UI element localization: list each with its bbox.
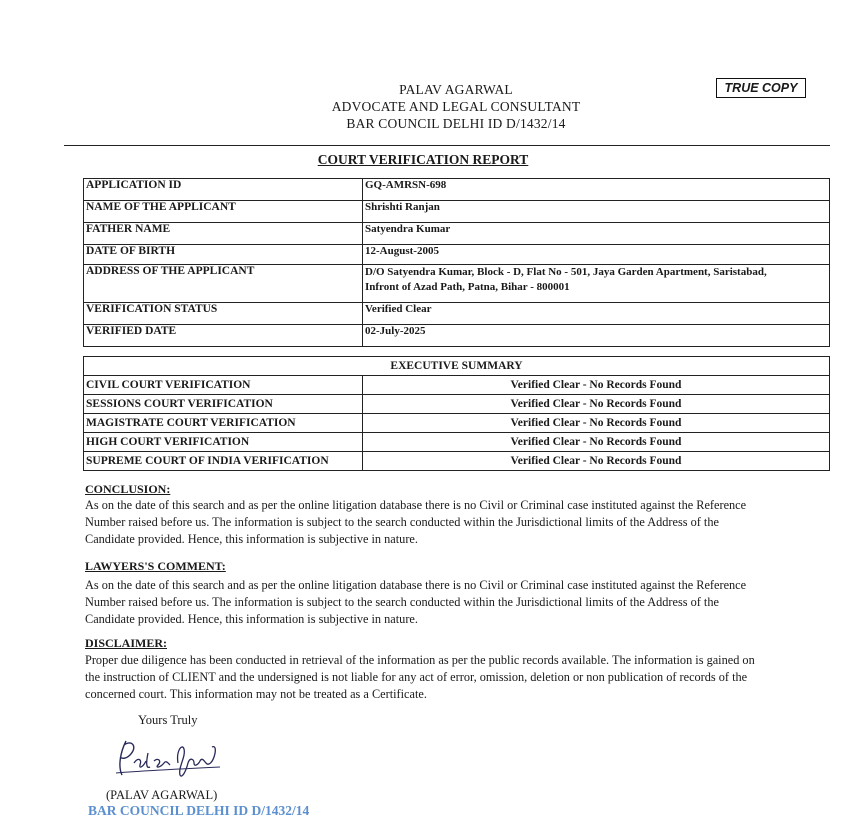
high-court-label: HIGH COURT VERIFICATION	[84, 433, 363, 452]
application-id-value: GQ-AMRSN-698	[363, 179, 830, 201]
text-line: concerned court. This information may not be treated as a Certificate.	[85, 687, 427, 701]
conclusion-heading: CONCLUSION:	[85, 482, 171, 496]
applicant-name-value: Shrishti Ranjan	[363, 201, 830, 223]
applicant-name-label: NAME OF THE APPLICANT	[84, 201, 363, 223]
disclaimer-heading: DISCLAIMER:	[85, 636, 168, 650]
advocate-bar-id: BAR COUNCIL DELHI ID D/1432/14	[346, 116, 566, 131]
applicant-details-table	[83, 178, 830, 347]
text-line: Number raised before us. The information is subject to the search conducted within the Jurisdictional limits of the Address of the	[85, 515, 719, 529]
dob-value: 12-August-2005	[363, 245, 830, 265]
sessions-court-label: SESSIONS COURT VERIFICATION	[84, 395, 363, 414]
table-row	[84, 395, 830, 414]
executive-summary-table	[83, 356, 830, 471]
table-row	[84, 376, 830, 395]
text-line: the instruction of CLIENT and the undersigned is not liable for any act of error, omission, deletion or non publication of records of the	[85, 670, 748, 684]
text-line: Proper due diligence has been conducted in retrieval of the information as per the public records available. The information is gained on	[85, 653, 755, 667]
magistrate-court-label: MAGISTRATE COURT VERIFICATION	[84, 414, 363, 433]
verification-status-label: VERIFICATION STATUS	[84, 303, 363, 325]
address-line: D/O Satyendra Kumar, Block - D, Flat No - 501, Jaya Garden Apartment, Saristabad,	[365, 266, 767, 278]
address-value	[363, 265, 830, 303]
text-line: Candidate provided. Hence, this information is subjective in nature.	[85, 532, 418, 546]
text-line: As on the date of this search and as per the online litigation database there is no Civil or Criminal case instituted against the Reference	[85, 498, 747, 512]
lawyers-comment-heading: LAWYERS'S COMMENT:	[85, 559, 226, 573]
text-line: Candidate provided. Hence, this information is subjective in nature.	[85, 612, 418, 626]
supreme-court-label: SUPREME COURT OF INDIA VERIFICATION	[84, 452, 363, 471]
signatory-bar-id: BAR COUNCIL DELHI ID D/1432/14	[88, 803, 310, 818]
table-row	[84, 179, 830, 201]
address-label: ADDRESS OF THE APPLICANT	[84, 265, 363, 303]
dob-label: DATE OF BIRTH	[84, 245, 363, 265]
text-line: Number raised before us. The information is subject to the search conducted within the Jurisdictional limits of the Address of the	[85, 595, 719, 609]
table-row	[84, 265, 830, 303]
sessions-court-result: Verified Clear - No Records Found	[363, 395, 830, 414]
executive-summary-heading: EXECUTIVE SUMMARY	[84, 357, 830, 376]
true-copy-stamp: TRUE COPY	[716, 78, 806, 98]
civil-court-label: CIVIL COURT VERIFICATION	[84, 376, 363, 395]
table-row	[84, 223, 830, 245]
application-id-label: APPLICATION ID	[84, 179, 363, 201]
signature-image	[108, 733, 228, 783]
supreme-court-result: Verified Clear - No Records Found	[363, 452, 830, 471]
table-row	[84, 414, 830, 433]
advocate-name: PALAV AGARWAL	[399, 82, 513, 97]
advocate-role: ADVOCATE AND LEGAL CONSULTANT	[331, 99, 581, 114]
signatory-name: (PALAV AGARWAL)	[106, 788, 218, 802]
table-row	[84, 325, 830, 347]
table-row	[84, 433, 830, 452]
table-row	[84, 201, 830, 223]
table-row	[84, 452, 830, 471]
civil-court-result: Verified Clear - No Records Found	[363, 376, 830, 395]
text-line: As on the date of this search and as per the online litigation database there is no Civil or Criminal case instituted against the Reference	[85, 578, 747, 592]
address-line: Infront of Azad Path, Patna, Bihar - 800001	[365, 281, 570, 293]
verified-date-label: VERIFIED DATE	[84, 325, 363, 347]
conclusion-text	[85, 497, 825, 548]
father-name-label: FATHER NAME	[84, 223, 363, 245]
verification-status-value: Verified Clear	[363, 303, 830, 325]
table-row	[84, 357, 830, 376]
father-name-value: Satyendra Kumar	[363, 223, 830, 245]
report-title: COURT VERIFICATION REPORT	[317, 152, 529, 167]
lawyers-comment-text	[85, 577, 825, 628]
disclaimer-text	[85, 652, 825, 703]
verified-date-value: 02-July-2025	[363, 325, 830, 347]
table-row	[84, 303, 830, 325]
header-divider	[64, 145, 830, 146]
high-court-result: Verified Clear - No Records Found	[363, 433, 830, 452]
closing-text: Yours Truly	[138, 713, 198, 727]
magistrate-court-result: Verified Clear - No Records Found	[363, 414, 830, 433]
table-row	[84, 245, 830, 265]
